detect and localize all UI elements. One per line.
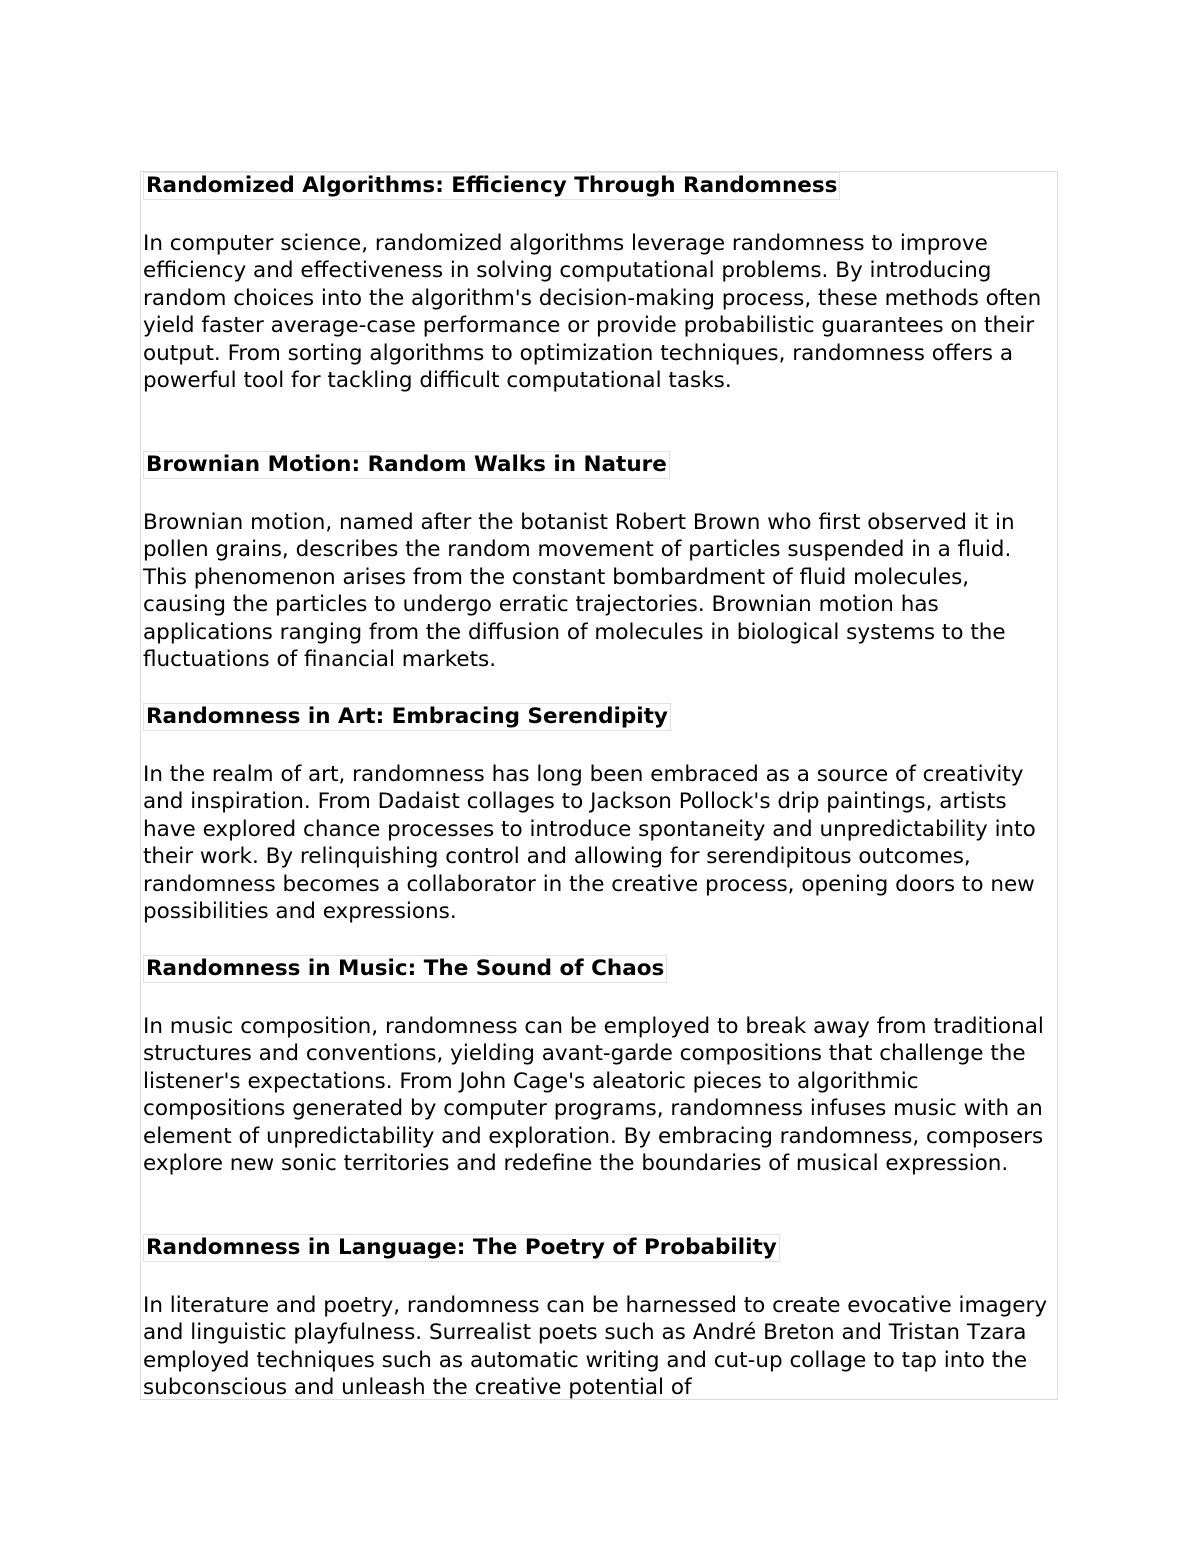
section-paragraph: Brownian motion, named after the botanist Robert Brown who first observed it in pollen grains, describes the random movement of particles suspended in a fluid. This phenomenon arises from the constant bombardment of fluid molecules, causing the particles to undergo erratic trajectories. Brownian motion has applications ranging from the diffusion of molecules in biological systems to the fluctuations of financial markets. [143,510,1015,673]
section-randomness-in-language [143,1234,1057,1400]
section-paragraph: In literature and poetry, randomness can be harnessed to create evocative imagery and linguistic playfulness. Surrealist poets such as André Breton and Tristan Tzara employed techniques such as automatic writing and cut-up collage to tap into the subconscious and unleash the creative potential of [143,1293,1048,1400]
document-content [140,171,1058,1400]
section-brownian-motion [143,451,1057,673]
section-heading: Randomized Algorithms: Efficiency Through Randomness [143,172,840,200]
section-heading: Randomness in Art: Embracing Serendipity [143,703,671,731]
section-heading: Randomness in Language: The Poetry of Probability [143,1234,780,1262]
section-randomness-in-music [143,955,1057,1177]
section-paragraph: In computer science, randomized algorithms leverage randomness to improve efficiency and effectiveness in solving computational problems. By introducing random choices into the algorithm's decision-making process, these methods often yield faster average-case performance or provide probabilistic guarantees on their output. From sorting algorithms to optimization techniques, randomness offers a powerful tool for tackling difficult computational tasks. [143,231,1042,394]
section-paragraph: In the realm of art, randomness has long been embraced as a source of creativity and inspiration. From Dadaist collages to Jackson Pollock's drip paintings, artists have explored chance processes to introduce spontaneity and unpredictability into their work. By relinquishing control and allowing for serendipitous outcomes, randomness becomes a collaborator in the creative process, opening doors to new possibilities and expressions. [143,762,1036,925]
section-randomized-algorithms [143,172,1057,394]
section-randomness-in-art [143,703,1057,925]
section-heading: Randomness in Music: The Sound of Chaos [143,955,667,983]
section-heading: Brownian Motion: Random Walks in Nature [143,451,670,479]
section-paragraph: In music composition, randomness can be employed to break away from traditional structures and conventions, yielding avant-garde compositions that challenge the listener's expectations. From John Cage's aleatoric pieces to algorithmic compositions generated by computer programs, randomness infuses music with an element of unpredictability and exploration. By embracing randomness, composers explore new sonic territories and redefine the boundaries of musical expression. [143,1014,1044,1177]
